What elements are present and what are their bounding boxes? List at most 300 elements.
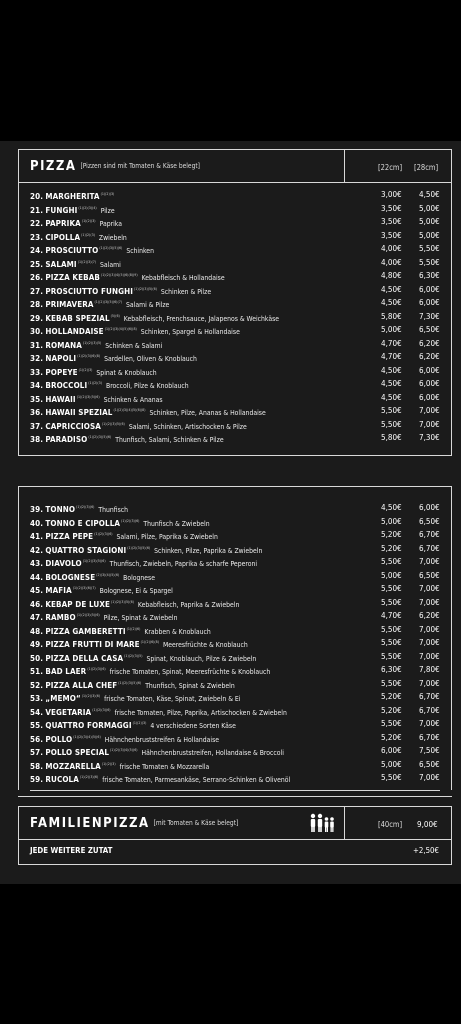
menu-item: [30, 623, 439, 637]
menu-item-price-large: 7,00€: [419, 557, 440, 566]
menu-item-price-large: 5,50€: [419, 244, 440, 253]
menu-item-description: Schinken, Pilze, Ananas & Hollandaise: [149, 409, 266, 417]
menu-item-name: PARADISO: [45, 435, 88, 444]
menu-item-price-large: 7,00€: [419, 719, 440, 728]
menu-item-price-small: 5,20€: [381, 705, 402, 715]
menu-item-name: RUCOLA: [45, 775, 79, 784]
menu-item: [30, 650, 439, 664]
menu-item-codes: (1)(2)(3)(7): [77, 259, 97, 264]
extra-topping-label: JEDE WEITERE ZUTAT: [30, 846, 113, 855]
menu-item-description: Thunfisch & Zwiebeln: [143, 519, 210, 528]
menu-item-price-large: 6,70€: [419, 705, 440, 715]
menu-item-description: Kebabfleisch & Hollandaise: [141, 274, 225, 282]
pizza-section: [18, 149, 452, 456]
menu-item-price-small: 4,50€: [381, 298, 402, 307]
menu-item-description: Schinken: [126, 247, 154, 255]
menu-item-name: KEBAP DE LUXE: [45, 599, 110, 609]
menu-item-codes: (1)(2)(3)(5)(6): [88, 435, 112, 439]
menu-item-price-small: 6,00€: [381, 746, 402, 755]
menu-item-price-large: 7,00€: [419, 584, 440, 593]
menu-item: [30, 269, 439, 283]
menu-item-description: Schinken & Ananas: [103, 395, 163, 404]
menu-item-codes: (1)(2)(3)(5)(6): [127, 545, 151, 550]
menu-item-codes: (1)(2)(3)(4)(5)(6)(8): [104, 327, 137, 331]
menu-item-number: 30.: [30, 327, 44, 336]
menu-item-price-large: 6,50€: [419, 325, 440, 334]
menu-item-price-large: 6,00€: [419, 503, 440, 512]
menu-item-codes: (1)(2)(3)(6)(7): [72, 586, 96, 590]
menu-item: [30, 555, 439, 569]
menu-item-codes: (1)(2)(3): [78, 367, 93, 372]
menu-item-description: Hähnchenbruststreifen & Hollandaise: [104, 735, 220, 744]
menu-item-price-small: 4,00€: [381, 257, 402, 267]
menu-item-price-large: 7,50€: [419, 746, 440, 755]
menu-item-price-large: 7,00€: [419, 773, 440, 782]
family-pizza-section: [18, 806, 452, 865]
extra-topping-price: +2,50€: [413, 846, 439, 855]
menu-item-price-large: 6,50€: [419, 759, 440, 769]
menu-item-number: 39.: [30, 505, 44, 514]
menu-item-name: PROSCIUTTO FUNGHI: [45, 286, 133, 296]
family-title-wrap: [30, 816, 238, 831]
menu-item: [30, 690, 439, 704]
menu-item-codes: (1)(2)(3)(5)(6): [76, 613, 100, 617]
menu-item-number: 41.: [30, 532, 44, 541]
menu-item-description: frische Tomaten, Käse, Spinat, Zwiebeln & Ei: [104, 695, 241, 703]
family-header: [19, 807, 451, 840]
menu-item-number: 21.: [30, 205, 44, 215]
section-divider: [30, 790, 440, 791]
menu-item-price-small: 5,50€: [381, 406, 402, 415]
menu-item-price-large: 6,20€: [419, 352, 440, 361]
menu-item-price-small: 6,30€: [381, 665, 402, 674]
menu-item-name: POLLO SPECIAL: [45, 748, 110, 757]
family-size: [40cm]: [378, 820, 403, 829]
menu-item-name: QUATTRO STAGIONI: [45, 545, 127, 555]
menu-item-codes: (1)(2)(3)(4)(5)(6): [73, 734, 101, 739]
menu-item-price-small: 5,00€: [381, 516, 402, 526]
menu-item-description: Sardellen, Oliven & Knoblauch: [104, 355, 197, 363]
menu-item-price-small: 4,50€: [381, 503, 402, 512]
menu-item-name: PIZZA ALLA CHEF: [45, 680, 118, 690]
menu-item-price-large: 7,00€: [419, 597, 440, 607]
menu-item-name: HAWAII SPEZIAL: [45, 408, 113, 417]
menu-item-codes: (1)(2)(3)(4)(5)(6)(8): [113, 408, 146, 412]
menu-item-number: 44.: [30, 572, 44, 582]
menu-item-name: ROMANA: [45, 340, 82, 350]
menu-item-price-large: 7,00€: [419, 419, 440, 429]
menu-item: [30, 771, 439, 785]
menu-item-price-small: 5,50€: [381, 719, 402, 728]
menu-item-number: 43.: [30, 559, 44, 568]
menu-item-number: 22.: [30, 219, 44, 228]
menu-item-name: VEGETARIA: [45, 707, 92, 717]
menu-item: [30, 188, 439, 202]
menu-item-price-large: 7,00€: [419, 406, 440, 415]
menu-item-description: Salami, Pilze, Paprika & Zwiebeln: [116, 533, 218, 541]
menu-item: [30, 242, 439, 256]
menu-item-codes: (1)(2)(3)(4): [78, 205, 97, 210]
menu-item-number: 46.: [30, 599, 44, 609]
menu-item-number: 58.: [30, 761, 44, 771]
menu-item: [30, 677, 439, 691]
menu-item-codes: (1)(2)(3)(6): [121, 518, 140, 523]
menu-item-price-large: 6,70€: [419, 692, 440, 701]
menu-item-number: 56.: [30, 734, 44, 744]
menu-item-description: Bolognese, Ei & Spargel: [99, 587, 173, 595]
menu-item-codes: (1)(2)(3): [100, 192, 115, 196]
menu-item-number: 36.: [30, 408, 44, 417]
menu-item-description: Schinken, Spargel & Hollandaise: [140, 328, 240, 336]
menu-item-number: 20.: [30, 192, 44, 201]
menu-item-price-small: 5,20€: [381, 543, 402, 553]
menu-item-codes: (1)(2)(3)(5)(6): [99, 246, 123, 250]
menu-item-name: TONNO E CIPOLLA: [45, 518, 121, 528]
menu-item-number: 51.: [30, 667, 44, 676]
menu-item-name: DIAVOLO: [45, 559, 82, 568]
menu-item-codes: (1)(2)(3): [132, 721, 147, 725]
menu-item-description: Meeresfrüchte & Knoblauch: [163, 641, 248, 649]
menu-item: [30, 609, 439, 623]
menu-item-number: 35.: [30, 394, 44, 404]
menu-page: [0, 141, 461, 884]
menu-item-price-large: 6,00€: [419, 379, 440, 388]
menu-item-price-small: 5,50€: [381, 597, 402, 607]
menu-item-price-small: 5,50€: [381, 624, 402, 634]
menu-item-price-large: 7,00€: [419, 651, 440, 661]
menu-item: [30, 283, 439, 297]
menu-item-number: 52.: [30, 680, 44, 690]
menu-item-description: Pilze: [100, 206, 115, 215]
menu-item-number: 42.: [30, 545, 44, 555]
menu-item-number: 54.: [30, 707, 44, 717]
menu-item: [30, 296, 439, 310]
menu-item-number: 49.: [30, 640, 44, 649]
menu-item-number: 59.: [30, 775, 44, 784]
menu-item-name: QUATTRO FORMAGGI: [45, 721, 132, 730]
menu-item-description: Kebabfleisch, Frenchsauce, Jalapenos & Weichkäse: [123, 314, 280, 323]
menu-item-codes: (1)(2)(3)(5): [124, 653, 143, 658]
menu-item-codes: (1)(2)(3)(6): [76, 505, 95, 509]
menu-item-price-small: 4,70€: [381, 611, 402, 620]
menu-item-price-large: 6,70€: [419, 732, 440, 742]
menu-item: [30, 542, 439, 556]
menu-item-name: PIZZA DELLA CASA: [45, 653, 124, 663]
menu-item-price-large: 6,00€: [419, 392, 440, 402]
menu-item-name: KEBAB SPEZIAL: [45, 313, 110, 323]
menu-item-description: Schinken & Salami: [105, 341, 163, 350]
menu-item: [30, 202, 439, 216]
menu-item-description: Hähnchenbruststreifen, Hollandaise & Broccoli: [141, 749, 284, 757]
menu-item-price-large: 6,00€: [419, 365, 440, 375]
menu-item-description: Schinken, Pilze, Paprika & Zwiebeln: [154, 546, 263, 555]
menu-item-codes: (2)(3)(4)(5)(6): [96, 572, 120, 577]
menu-item-price-large: 6,30€: [419, 271, 440, 280]
menu-item-number: 28.: [30, 300, 44, 309]
menu-item-price-small: 5,20€: [381, 732, 402, 742]
menu-item-name: BAD LAER: [45, 667, 87, 676]
menu-item-price-small: 4,00€: [381, 244, 402, 253]
menu-item-price-large: 5,00€: [419, 230, 440, 240]
section-divider: [18, 796, 452, 797]
menu-item-name: RAMBO: [45, 613, 76, 622]
menu-item-codes: (1)(2)(3): [101, 761, 116, 766]
menu-item-number: 34.: [30, 381, 44, 390]
menu-item-price-small: 5,00€: [381, 570, 402, 580]
menu-item-number: 24.: [30, 246, 44, 255]
menu-item-price-small: 4,50€: [381, 392, 402, 402]
menu-item-codes: (1)(2)(3)(4)(5)(6)(8)(9): [100, 273, 138, 277]
menu-item-name: POLLO: [45, 734, 73, 744]
menu-item: [30, 350, 439, 364]
menu-item-price-large: 6,70€: [419, 530, 440, 539]
menu-item-name: „MEMO“: [45, 694, 81, 703]
menu-item-description: Thunfisch, Spinat & Zwiebeln: [145, 681, 235, 690]
menu-item-number: 26.: [30, 273, 44, 282]
menu-item-codes: (1)(2)(3): [88, 381, 102, 385]
menu-item-codes: (1)(2)(6): [126, 626, 141, 631]
menu-item-price-small: 5,50€: [381, 773, 402, 782]
menu-item: [30, 215, 439, 229]
menu-item-description: Broccoli, Pilze & Knoblauch: [106, 382, 189, 390]
menu-item-name: PIZZA GAMBERETTI: [45, 626, 126, 636]
menu-item-codes: (1)(2)(3)(5)(6)(7): [94, 300, 123, 304]
menu-item: [30, 744, 439, 758]
menu-item-codes: (1)(2)(3)(6): [81, 694, 101, 698]
menu-item-name: TONNO: [45, 505, 76, 514]
menu-item-price-small: 4,50€: [381, 379, 402, 388]
menu-item-number: 45.: [30, 586, 44, 595]
menu-item-description: Krabben & Knoblauch: [144, 627, 211, 636]
menu-item-name: BROCCOLI: [45, 381, 88, 390]
menu-item-codes: (1)(2)(3)(5)(6): [111, 599, 134, 604]
menu-item: [30, 337, 439, 351]
menu-item-price-small: 4,70€: [381, 352, 402, 361]
family-icon: [309, 813, 335, 833]
menu-item-price-small: 5,80€: [381, 311, 402, 321]
menu-item-price-small: 5,20€: [381, 692, 402, 701]
menu-item: [30, 323, 439, 337]
pizza-header: [19, 150, 451, 183]
menu-item-description: Spinat & Knoblauch: [96, 368, 157, 377]
menu-item: [30, 431, 439, 445]
menu-item: [30, 663, 439, 677]
menu-item: [30, 596, 439, 610]
menu-item-price-small: 3,00€: [381, 190, 402, 199]
menu-item-name: MAFIA: [45, 586, 72, 595]
menu-item-codes: (5)(6): [110, 313, 120, 318]
menu-item-price-large: 5,50€: [419, 257, 440, 267]
menu-item: [30, 418, 439, 432]
menu-item-name: POPEYE: [45, 367, 78, 377]
pizza-note: [Pizzen sind mit Tomaten & Käse belegt]: [80, 162, 200, 170]
menu-item-number: 53.: [30, 694, 44, 703]
menu-item-price-large: 4,50€: [419, 190, 440, 199]
menu-item: [30, 377, 439, 391]
menu-item-name: BOLOGNESE: [45, 572, 96, 582]
menu-item-codes: (1)(2)(3)(5)(6): [101, 421, 125, 426]
menu-item-price-large: 7,00€: [419, 678, 440, 688]
menu-item-number: 25.: [30, 259, 44, 269]
menu-item-description: frische Tomaten, Pilze, Paprika, Artischocken & Zwiebeln: [114, 708, 287, 717]
menu-item-name: CAPRICCIOSA: [45, 421, 101, 431]
menu-item-description: Paprika: [99, 220, 122, 228]
family-price: 9,00€: [417, 820, 438, 829]
menu-item: [30, 364, 439, 378]
menu-item-codes: (1)(2)(3): [81, 219, 96, 223]
menu-item-price-small: 3,50€: [381, 230, 402, 240]
menu-item-description: frische Tomaten & Mozzarella: [119, 762, 210, 771]
menu-item-price-small: 5,50€: [381, 651, 402, 661]
menu-item: [30, 256, 439, 270]
menu-item-codes: (1)(2)(3)(5): [82, 340, 102, 345]
menu-item: [30, 404, 439, 418]
menu-item-price-large: 6,70€: [419, 543, 440, 553]
menu-item-price-large: 6,50€: [419, 516, 440, 526]
menu-item-price-large: 6,00€: [419, 284, 440, 294]
pizza-list: [30, 188, 439, 445]
menu-item-number: 40.: [30, 518, 44, 528]
menu-item-name: PIZZA FRUTTI DI MARE: [45, 640, 140, 649]
menu-item-description: Bolognese: [123, 573, 155, 582]
menu-item-price-small: 3,50€: [381, 203, 402, 213]
menu-item-name: MARGHERITA: [45, 192, 100, 201]
menu-item-codes: (1)(2)(3)(4)(5)(6): [110, 748, 138, 752]
menu-item-name: CIPOLLA: [45, 232, 81, 242]
menu-item-description: Kebabfleisch, Paprika & Zwiebeln: [137, 600, 240, 609]
menu-item-price-small: 4,50€: [381, 365, 402, 375]
header-divider: [344, 150, 345, 182]
menu-item-price-large: 7,80€: [419, 665, 440, 674]
menu-item-description: Pilze, Spinat & Zwiebeln: [103, 614, 178, 622]
menu-item: [30, 569, 439, 583]
menu-item-codes: (1)(2)(6)(8): [140, 640, 159, 644]
menu-item-name: PRIMAVERA: [45, 300, 94, 309]
menu-item-name: FUNGHI: [45, 205, 78, 215]
menu-item: [30, 528, 439, 542]
menu-item-number: 55.: [30, 721, 44, 730]
menu-item-number: 23.: [30, 232, 44, 242]
menu-item-number: 33.: [30, 367, 44, 377]
menu-item-number: 32.: [30, 354, 44, 363]
menu-item: [30, 717, 439, 731]
menu-item-name: PAPRIKA: [45, 219, 81, 228]
menu-item-price-small: 5,50€: [381, 678, 402, 688]
menu-item-name: PIZZA KEBAB: [45, 273, 100, 282]
menu-item-price-small: 5,50€: [381, 419, 402, 429]
pizza-title: PIZZA: [30, 159, 77, 174]
more-pizza-section: [18, 486, 452, 790]
more-pizza-list: [30, 501, 439, 785]
menu-item-price-small: 4,50€: [381, 284, 402, 294]
menu-item-name: MOZZARELLA: [45, 761, 101, 771]
menu-item-price-large: 5,00€: [419, 217, 440, 226]
menu-item-number: 38.: [30, 435, 44, 444]
menu-item-price-large: 5,00€: [419, 203, 440, 213]
menu-item-price-small: 5,50€: [381, 584, 402, 593]
menu-item-number: 29.: [30, 313, 44, 323]
menu-item-codes: (1)(2)(3)(5)(6): [76, 394, 100, 399]
menu-item: [30, 758, 439, 772]
menu-item-price-large: 6,00€: [419, 298, 440, 307]
menu-item-name: HOLLANDAISE: [45, 327, 104, 336]
menu-item-codes: (1)(2)(3)(6): [79, 775, 99, 779]
menu-item-description: Spinat, Knoblauch, Pilze & Zwiebeln: [146, 654, 257, 663]
menu-item: [30, 704, 439, 718]
menu-item: [30, 582, 439, 596]
menu-item: [30, 731, 439, 745]
menu-item-number: 47.: [30, 613, 44, 622]
menu-item-number: 50.: [30, 653, 44, 663]
menu-item: [30, 501, 439, 515]
menu-item-description: Thunfisch: [98, 506, 129, 514]
menu-item-price-large: 7,00€: [419, 638, 440, 647]
menu-item-description: Thunfisch, Zwiebeln, Paprika & scharfe Peperoni: [109, 560, 258, 568]
size-large-label: [28cm]: [414, 163, 439, 172]
menu-item-description: Zwiebeln: [98, 233, 127, 242]
menu-item-name: PIZZA PEPE: [45, 532, 94, 541]
menu-item-number: 48.: [30, 626, 44, 636]
menu-item-price-small: 5,20€: [381, 530, 402, 539]
menu-item-name: HAWAII: [45, 394, 76, 404]
menu-item-number: 31.: [30, 340, 44, 350]
menu-item: [30, 391, 439, 405]
menu-item-price-large: 7,30€: [419, 433, 440, 442]
menu-item-price-large: 7,30€: [419, 311, 440, 321]
menu-item-number: 37.: [30, 421, 44, 431]
menu-item-name: NAPOLI: [45, 354, 77, 363]
menu-item-codes: (1)(2)(3)(5)(6): [82, 559, 106, 563]
menu-item-description: Thunfisch, Salami, Schinken & Pilze: [115, 436, 224, 444]
menu-item-number: 27.: [30, 286, 44, 296]
menu-item-codes: (1)(2)(3)(6): [94, 532, 113, 536]
menu-item-price-small: 5,00€: [381, 759, 402, 769]
menu-item: [30, 515, 439, 529]
family-note: [mit Tomaten & Käse belegt]: [153, 819, 239, 827]
menu-item-price-small: 4,80€: [381, 271, 402, 280]
menu-item-codes: (1)(2)(3)(6)(8): [77, 354, 101, 358]
menu-item-price-small: 4,70€: [381, 338, 402, 348]
menu-item-codes: (1)(2)(3): [81, 232, 95, 237]
menu-item-price-large: 7,00€: [419, 624, 440, 634]
menu-item-description: Salami, Schinken, Artischocken & Pilze: [128, 422, 247, 431]
menu-item: [30, 636, 439, 650]
menu-item-description: frische Tomaten, Parmesankäse, Serrano-Schinken & Olivenöl: [102, 776, 291, 784]
pizza-title-wrap: [30, 159, 200, 174]
menu-item-name: PROSCIUTTO: [45, 246, 99, 255]
header-divider: [344, 807, 345, 839]
menu-item: [30, 229, 439, 243]
menu-item-name: SALAMI: [45, 259, 77, 269]
menu-item-description: Salami: [100, 260, 121, 269]
menu-item-description: frische Tomaten, Spinat, Meeresfrüchte & Knoblauch: [109, 668, 271, 676]
menu-item-description: Schinken & Pilze: [160, 287, 212, 296]
menu-item-price-large: 6,50€: [419, 570, 440, 580]
menu-item-price-large: 6,20€: [419, 338, 440, 348]
menu-item-price-small: 5,80€: [381, 433, 402, 442]
menu-item-description: 4 verschiedene Sorten Käse: [150, 722, 236, 730]
menu-item-description: Salami & Pilze: [126, 301, 170, 309]
menu-item-price-small: 3,50€: [381, 217, 402, 226]
menu-item-price-small: 5,00€: [381, 325, 402, 334]
menu-item: [30, 310, 439, 324]
menu-item-price-small: 5,50€: [381, 638, 402, 647]
menu-item-codes: (1)(2)(3)(5)(6): [118, 680, 142, 685]
menu-item-price-small: 5,50€: [381, 557, 402, 566]
menu-item-codes: (1)(2)(3)(5)(6): [134, 286, 157, 291]
menu-item-price-large: 6,20€: [419, 611, 440, 620]
extra-topping-row: [30, 846, 439, 858]
